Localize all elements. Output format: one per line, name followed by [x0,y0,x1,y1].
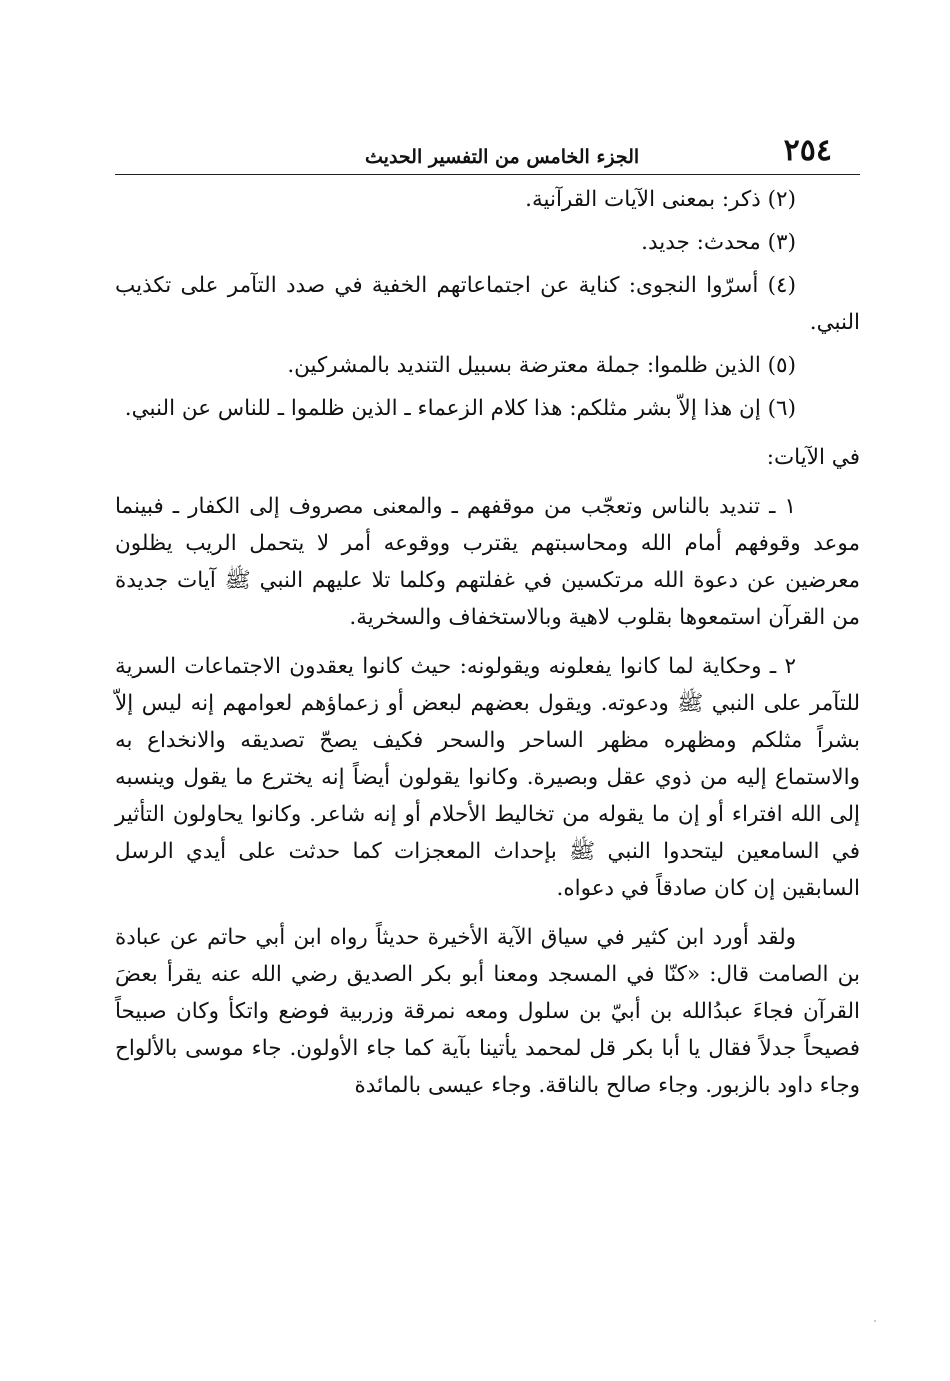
footnote-3: (٣) محدث: جديد. [641,230,796,255]
scan-speck [874,1320,876,1322]
paragraph-2: ٢ ـ وحكاية لما كانوا يفعلونه ويقولونه: حيث كانوا يعقدون الاجتماعات السرية للتآمر على النبي ﷺ ودعوته. ويقول بعضهم لبعض أو زعماؤهم لعوامهم إنه ليس إلاّ بشراً مثلكم ومظهره مظهر الساحر والسحر فكيف يصحّ تصديقه والانخداع به والاستماع إليه من ذوي عقل وبصيرة. وكانوا يقولون أيضاً إنه يخترع ما يقول وينسبه إلى الله افتراء أو إن ما يقوله من تخاليط الأحلام أو إنه شاعر. وكانوا يحاولون التأثير في السامعين ليتحدوا النبي ﷺ بإحداث المعجزات كما حدثت على أيدي الرسل السابقين إن كان صادقاً في دعواه. [115,654,860,901]
running-title: الجزء الخامس من التفسير الحديث [365,146,640,168]
footnote-2: (٢) ذكر: بمعنى الآيات القرآنية. [525,187,796,212]
footnote-5: (٥) الذين ظلموا: جملة معترضة بسبيل التنديد بالمشركين. [287,353,796,378]
book-page [115,118,860,1104]
page-number: ٢٥٤ [783,133,832,168]
footnotes-block [115,181,860,427]
section-heading: في الآيات: [766,445,860,470]
paragraph-1: ١ ـ تنديد بالناس وتعجّب من موقفهم ـ والمعنى مصروف إلى الكفار ـ فبينما موعد وقوفهم أمام الله ومحاسبتهم يقترب ووقوعه أمر لا يتحمل الريب يظلون معرضين عن دعوة الله مرتكسين في غفلتهم وكلما تلا عليهم النبي ﷺ آيات جديدة من القرآن استمعوها بقلوب لاهية وبالاستخفاف والسخرية. [115,494,860,630]
page-content [115,175,860,1104]
footnote-6: (٦) إن هذا إلاّ بشر مثلكم: هذا كلام الزعماء ـ الذين ظلموا ـ للناس عن النبي. [124,396,796,421]
footnote-4: (٤) أسرّوا النجوى: كناية عن اجتماعاتهم الخفية في صدد التآمر على تكذيب النبي. [115,273,860,335]
paragraph-3: ولقد أورد ابن كثير في سياق الآية الأخيرة حديثاً رواه ابن أبي حاتم عن عبادة بن الصامت قال: «كنّا في المسجد ومعنا أبو بكر الصديق رضي الله عنه يقرأ بعضَ القرآن فجاءَ عبدُالله بن أبيّ بن سلول ومعه نمرقة وزربية فوضع واتكأ وكان صبيحاً فصيحاً جدلاً فقال يا أبا بكر قل لمحمد يأتينا بآية كما جاء الأولون. جاء موسى بالألواح وجاء داود بالزبور. وجاء صالح بالناقة. وجاء عيسى بالمائدة [115,925,860,1098]
running-header [115,118,860,175]
